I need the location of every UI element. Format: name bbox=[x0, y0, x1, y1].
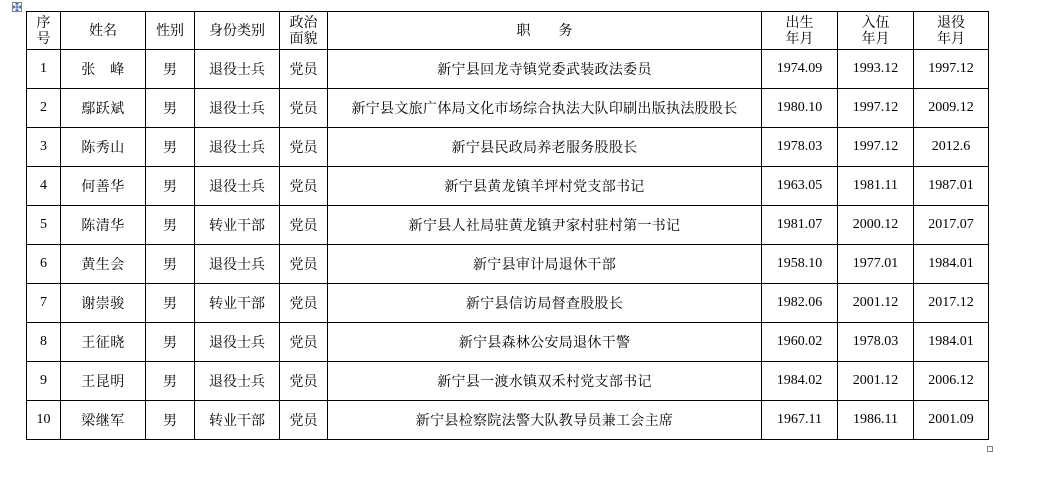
cell-name: 张 峰 bbox=[61, 50, 146, 89]
cell-retire: 2001.09 bbox=[914, 401, 989, 440]
cell-birth: 1984.02 bbox=[762, 362, 838, 401]
cell-politics: 党员 bbox=[280, 167, 328, 206]
cell-name: 陈清华 bbox=[61, 206, 146, 245]
cell-birth: 1978.03 bbox=[762, 128, 838, 167]
cell-duty: 新宁县信访局督查股股长 bbox=[328, 284, 762, 323]
cell-birth: 1960.02 bbox=[762, 323, 838, 362]
cell-seq: 10 bbox=[27, 401, 61, 440]
header-name: 姓名 bbox=[61, 12, 146, 50]
cell-seq: 6 bbox=[27, 245, 61, 284]
table-row bbox=[27, 50, 989, 89]
cell-birth: 1967.11 bbox=[762, 401, 838, 440]
cell-duty: 新宁县文旅广体局文化市场综合执法大队印刷出版执法股股长 bbox=[328, 89, 762, 128]
cell-name: 何善华 bbox=[61, 167, 146, 206]
cell-duty: 新宁县人社局驻黄龙镇尹家村驻村第一书记 bbox=[328, 206, 762, 245]
cell-enlist: 1977.01 bbox=[838, 245, 914, 284]
cell-name: 谢崇骏 bbox=[61, 284, 146, 323]
table-row bbox=[27, 167, 989, 206]
cell-politics: 党员 bbox=[280, 50, 328, 89]
cell-politics: 党员 bbox=[280, 362, 328, 401]
cell-retire: 2017.12 bbox=[914, 284, 989, 323]
cell-name: 鄢跃斌 bbox=[61, 89, 146, 128]
cell-politics: 党员 bbox=[280, 128, 328, 167]
cell-enlist: 1993.12 bbox=[838, 50, 914, 89]
cell-gender: 男 bbox=[146, 401, 195, 440]
table-row bbox=[27, 245, 989, 284]
cell-identity: 退役士兵 bbox=[195, 128, 280, 167]
cell-birth: 1958.10 bbox=[762, 245, 838, 284]
table-row bbox=[27, 206, 989, 245]
header-birth: 出生年月 bbox=[762, 12, 838, 50]
cell-identity: 退役士兵 bbox=[195, 362, 280, 401]
cell-gender: 男 bbox=[146, 284, 195, 323]
cell-seq: 5 bbox=[27, 206, 61, 245]
cell-birth: 1981.07 bbox=[762, 206, 838, 245]
header-identity: 身份类别 bbox=[195, 12, 280, 50]
cell-gender: 男 bbox=[146, 50, 195, 89]
cell-birth: 1982.06 bbox=[762, 284, 838, 323]
cell-name: 王征晓 bbox=[61, 323, 146, 362]
move-arrows-icon bbox=[13, 3, 21, 11]
table-resize-handle[interactable] bbox=[987, 446, 993, 452]
cell-seq: 2 bbox=[27, 89, 61, 128]
cell-gender: 男 bbox=[146, 128, 195, 167]
cell-enlist: 1978.03 bbox=[838, 323, 914, 362]
cell-gender: 男 bbox=[146, 362, 195, 401]
cell-politics: 党员 bbox=[280, 401, 328, 440]
table-row bbox=[27, 401, 989, 440]
cell-duty: 新宁县森林公安局退休干警 bbox=[328, 323, 762, 362]
cell-seq: 9 bbox=[27, 362, 61, 401]
cell-seq: 3 bbox=[27, 128, 61, 167]
cell-gender: 男 bbox=[146, 323, 195, 362]
header-seq: 序号 bbox=[27, 12, 61, 50]
cell-name: 梁继军 bbox=[61, 401, 146, 440]
cell-retire: 1984.01 bbox=[914, 323, 989, 362]
cell-birth: 1980.10 bbox=[762, 89, 838, 128]
cell-politics: 党员 bbox=[280, 284, 328, 323]
header-retire: 退役年月 bbox=[914, 12, 989, 50]
cell-identity: 退役士兵 bbox=[195, 323, 280, 362]
cell-seq: 4 bbox=[27, 167, 61, 206]
cell-enlist: 1986.11 bbox=[838, 401, 914, 440]
cell-gender: 男 bbox=[146, 206, 195, 245]
cell-retire: 2012.6 bbox=[914, 128, 989, 167]
cell-seq: 7 bbox=[27, 284, 61, 323]
cell-enlist: 1997.12 bbox=[838, 128, 914, 167]
cell-identity: 转业干部 bbox=[195, 284, 280, 323]
cell-politics: 党员 bbox=[280, 245, 328, 284]
header-row bbox=[27, 12, 989, 50]
cell-retire: 1984.01 bbox=[914, 245, 989, 284]
cell-duty: 新宁县一渡水镇双禾村党支部书记 bbox=[328, 362, 762, 401]
header-duty: 职 务 bbox=[328, 12, 762, 50]
cell-politics: 党员 bbox=[280, 206, 328, 245]
table-row bbox=[27, 362, 989, 401]
cell-duty: 新宁县民政局养老服务股股长 bbox=[328, 128, 762, 167]
cell-politics: 党员 bbox=[280, 89, 328, 128]
table-move-handle[interactable] bbox=[12, 2, 22, 12]
cell-identity: 转业干部 bbox=[195, 206, 280, 245]
cell-retire: 1997.12 bbox=[914, 50, 989, 89]
cell-identity: 退役士兵 bbox=[195, 167, 280, 206]
cell-enlist: 1997.12 bbox=[838, 89, 914, 128]
cell-identity: 转业干部 bbox=[195, 401, 280, 440]
cell-retire: 2009.12 bbox=[914, 89, 989, 128]
cell-enlist: 2000.12 bbox=[838, 206, 914, 245]
table-row bbox=[27, 89, 989, 128]
cell-identity: 退役士兵 bbox=[195, 89, 280, 128]
cell-duty: 新宁县审计局退休干部 bbox=[328, 245, 762, 284]
cell-duty: 新宁县黄龙镇羊坪村党支部书记 bbox=[328, 167, 762, 206]
cell-duty: 新宁县检察院法警大队教导员兼工会主席 bbox=[328, 401, 762, 440]
cell-seq: 1 bbox=[27, 50, 61, 89]
cell-gender: 男 bbox=[146, 245, 195, 284]
cell-gender: 男 bbox=[146, 167, 195, 206]
cell-name: 黄生会 bbox=[61, 245, 146, 284]
cell-politics: 党员 bbox=[280, 323, 328, 362]
cell-name: 王昆明 bbox=[61, 362, 146, 401]
cell-retire: 2017.07 bbox=[914, 206, 989, 245]
table-row bbox=[27, 284, 989, 323]
header-enlist: 入伍年月 bbox=[838, 12, 914, 50]
cell-enlist: 1981.11 bbox=[838, 167, 914, 206]
table-row bbox=[27, 128, 989, 167]
cell-retire: 2006.12 bbox=[914, 362, 989, 401]
cell-gender: 男 bbox=[146, 89, 195, 128]
cell-identity: 退役士兵 bbox=[195, 245, 280, 284]
veterans-table bbox=[26, 11, 989, 440]
cell-duty: 新宁县回龙寺镇党委武装政法委员 bbox=[328, 50, 762, 89]
cell-birth: 1974.09 bbox=[762, 50, 838, 89]
cell-enlist: 2001.12 bbox=[838, 284, 914, 323]
cell-retire: 1987.01 bbox=[914, 167, 989, 206]
table-row bbox=[27, 323, 989, 362]
cell-seq: 8 bbox=[27, 323, 61, 362]
header-politics: 政治面貌 bbox=[280, 12, 328, 50]
cell-enlist: 2001.12 bbox=[838, 362, 914, 401]
cell-identity: 退役士兵 bbox=[195, 50, 280, 89]
header-gender: 性别 bbox=[146, 12, 195, 50]
cell-birth: 1963.05 bbox=[762, 167, 838, 206]
cell-name: 陈秀山 bbox=[61, 128, 146, 167]
